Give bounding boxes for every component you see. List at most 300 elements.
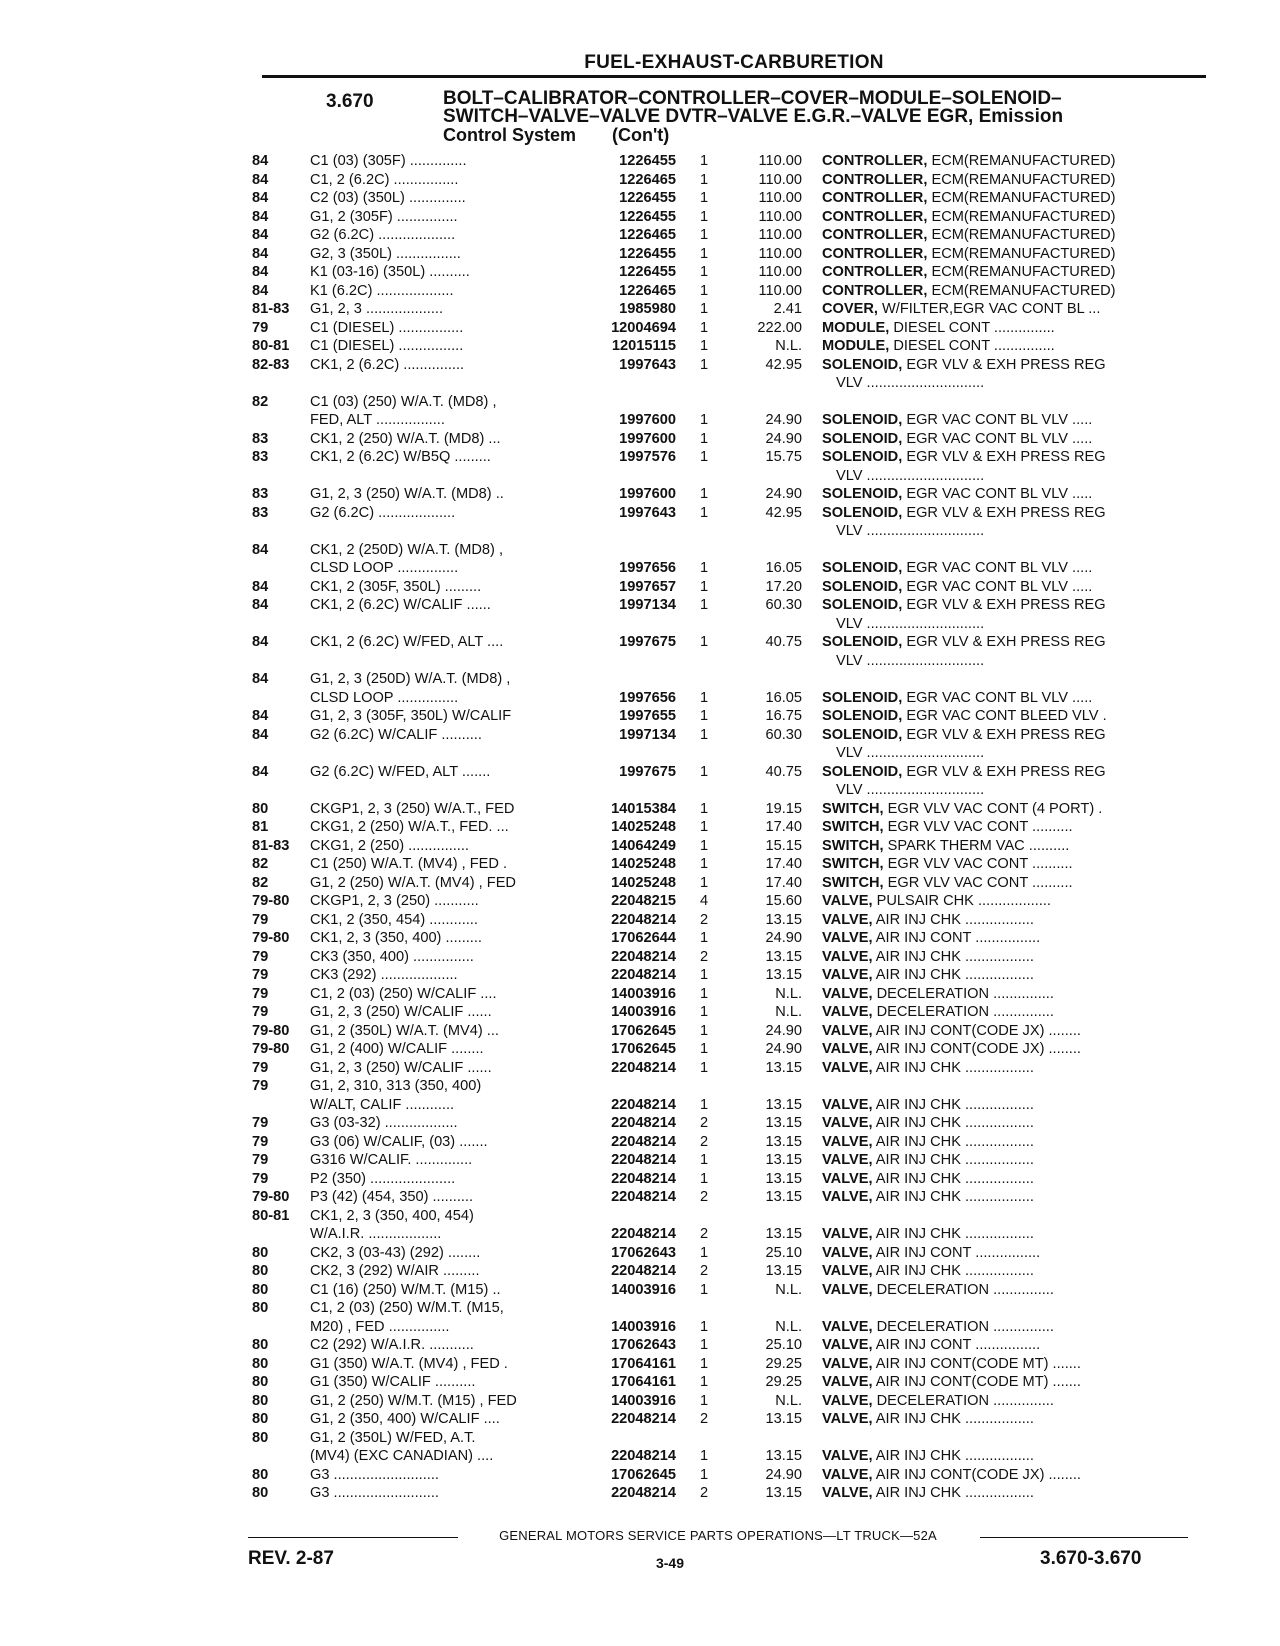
application-cell: G2 (6.2C) W/CALIF .......... bbox=[310, 726, 482, 743]
part-description: AIR INJ CHK ................. bbox=[872, 1263, 1034, 1279]
part-number-cell: 22048214 bbox=[611, 911, 676, 928]
description-cell bbox=[822, 855, 1182, 874]
section-title-line2: SWITCH–VALVE–VALVE DVTR–VALVE E.G.R.–VALVE EGR, Emission bbox=[443, 106, 1064, 127]
part-name: MODULE, bbox=[822, 319, 890, 336]
description-cell bbox=[822, 1410, 1182, 1429]
table-row bbox=[252, 1281, 1182, 1300]
part-name: SOLENOID, bbox=[822, 504, 903, 521]
part-description: AIR INJ CHK ................. bbox=[872, 1170, 1034, 1187]
price-cell: 13.15 bbox=[765, 1189, 802, 1205]
part-number-cell: 12015115 bbox=[611, 338, 676, 354]
part-description: AIR INJ CHK ................. bbox=[872, 1485, 1034, 1501]
part-description: AIR INJ CONT(CODE JX) ........ bbox=[872, 1041, 1081, 1057]
description-cell bbox=[822, 578, 1182, 597]
part-description: EGR VLV & EXH PRESS REG bbox=[902, 597, 1106, 613]
model-year-cell: 84 bbox=[252, 245, 269, 262]
part-description: EGR VAC CONT BL VLV ..... bbox=[902, 689, 1093, 706]
application-cell: K1 (03-16) (350L) .......... bbox=[310, 264, 470, 280]
price-cell: 110.00 bbox=[758, 264, 802, 280]
table-row bbox=[252, 337, 1182, 356]
application-cell: C1 (03) (305F) .............. bbox=[310, 153, 467, 169]
quantity-cell: 1 bbox=[699, 1170, 709, 1187]
application-cell: G3 .......................... bbox=[310, 1485, 439, 1501]
page-number: 3-49 bbox=[655, 1555, 685, 1571]
part-number-cell: 14025248 bbox=[611, 874, 676, 891]
quantity-cell: 1 bbox=[699, 1244, 709, 1261]
description-cell bbox=[822, 1281, 1182, 1300]
table-row bbox=[252, 707, 1182, 726]
part-name: SOLENOID, bbox=[822, 708, 903, 724]
model-year-cell: 79 bbox=[252, 1170, 269, 1187]
quantity-cell: 1 bbox=[699, 985, 709, 1002]
price-cell: 16.75 bbox=[765, 708, 802, 724]
model-year-cell: 84 bbox=[252, 726, 269, 743]
quantity-cell: 1 bbox=[699, 1355, 709, 1372]
part-name: CONTROLLER, bbox=[822, 282, 928, 299]
model-year-cell: 79-80 bbox=[252, 1189, 290, 1205]
description-cell bbox=[822, 596, 1182, 615]
part-number-cell: 22048214 bbox=[611, 1485, 676, 1501]
quantity-cell: 1 bbox=[699, 264, 709, 280]
application-cell: G1, 2 (250) W/M.T. (M15) , FED bbox=[310, 1392, 517, 1409]
part-description: AIR INJ CHK ................. bbox=[872, 1133, 1034, 1150]
description-cell bbox=[822, 1373, 1182, 1392]
description-cell bbox=[822, 966, 1182, 985]
part-number-cell: 1226455 bbox=[619, 153, 676, 169]
price-cell: N.L. bbox=[775, 1281, 802, 1298]
quantity-cell bbox=[682, 652, 726, 671]
table-row bbox=[252, 1484, 1182, 1503]
description-cell bbox=[822, 1262, 1182, 1281]
table-row bbox=[252, 467, 1182, 486]
model-year-cell: 79 bbox=[252, 1133, 269, 1150]
application-cell: G1 (350) W/A.T. (MV4) , FED . bbox=[310, 1355, 508, 1372]
part-number-cell: 22048214 bbox=[611, 1152, 676, 1168]
model-year-cell: 84 bbox=[252, 190, 269, 206]
quantity-cell: 1 bbox=[699, 1374, 709, 1390]
part-description: EGR VLV & EXH PRESS REG bbox=[902, 726, 1106, 743]
description-cell bbox=[822, 393, 1182, 412]
table-row bbox=[252, 504, 1182, 523]
model-year-cell: 79 bbox=[252, 985, 269, 1002]
part-number-cell: 1997643 bbox=[619, 504, 676, 521]
price-cell: 13.15 bbox=[765, 1170, 802, 1187]
section-title bbox=[443, 90, 1213, 144]
price-cell: 15.60 bbox=[765, 893, 802, 909]
quantity-cell: 1 bbox=[699, 1448, 709, 1464]
part-name: VALVE, bbox=[822, 1244, 873, 1261]
part-number-cell bbox=[584, 652, 682, 671]
application-cell: CK1, 2 (305F, 350L) ......... bbox=[310, 578, 482, 595]
part-name: VALVE, bbox=[822, 1263, 873, 1279]
table-row bbox=[252, 948, 1182, 967]
part-description: VLV ............................. bbox=[836, 615, 985, 632]
price-cell: 17.40 bbox=[765, 819, 802, 835]
model-year-cell: 79-80 bbox=[252, 1041, 290, 1057]
model-year-cell: 84 bbox=[252, 208, 269, 225]
quantity-cell bbox=[682, 1429, 726, 1448]
part-name: CONTROLLER, bbox=[822, 153, 928, 169]
description-cell bbox=[822, 874, 1182, 893]
part-description: EGR VLV VAC CONT (4 PORT) . bbox=[883, 800, 1103, 817]
table-row bbox=[252, 189, 1182, 208]
part-description: DIESEL CONT ............... bbox=[889, 338, 1055, 354]
description-cell bbox=[822, 1447, 1182, 1466]
price-cell bbox=[726, 670, 822, 689]
price-cell: 17.40 bbox=[765, 874, 802, 891]
part-name: VALVE, bbox=[822, 1392, 873, 1409]
quantity-cell bbox=[682, 1207, 726, 1226]
price-cell: 15.75 bbox=[765, 449, 802, 465]
application-cell: G1, 2, 3 (250D) W/A.T. (MD8) , bbox=[310, 671, 511, 687]
application-cell bbox=[310, 467, 584, 486]
table-row bbox=[252, 1466, 1182, 1485]
model-year-cell: 81-83 bbox=[252, 837, 290, 854]
model-year-cell bbox=[252, 652, 310, 671]
application-cell: P3 (42) (454, 350) .......... bbox=[310, 1189, 474, 1205]
price-cell: 42.95 bbox=[765, 356, 802, 373]
part-name: SOLENOID, bbox=[822, 356, 903, 373]
part-name: MODULE, bbox=[822, 338, 890, 354]
part-name: VALVE, bbox=[822, 1041, 873, 1057]
price-cell: 13.15 bbox=[765, 1485, 802, 1501]
part-number-cell: 1226455 bbox=[619, 264, 676, 280]
table-row bbox=[252, 1170, 1182, 1189]
table-row bbox=[252, 559, 1182, 578]
description-cell bbox=[822, 763, 1182, 782]
part-description: ECM(REMANUFACTURED) bbox=[927, 171, 1116, 188]
quantity-cell: 1 bbox=[699, 819, 709, 835]
model-year-cell bbox=[252, 411, 310, 430]
model-year-cell: 80 bbox=[252, 1485, 269, 1501]
quantity-cell: 1 bbox=[699, 245, 709, 262]
application-cell: G2, 3 (350L) ................ bbox=[310, 245, 461, 262]
price-cell: 24.90 bbox=[765, 930, 802, 946]
part-name: VALVE, bbox=[822, 1466, 873, 1483]
table-row bbox=[252, 763, 1182, 782]
part-number-cell bbox=[584, 541, 682, 560]
model-year-cell bbox=[252, 559, 310, 578]
part-number-cell: 14003916 bbox=[611, 985, 676, 1002]
table-row bbox=[252, 374, 1182, 393]
price-cell bbox=[726, 615, 822, 634]
part-name: VALVE, bbox=[822, 1022, 873, 1039]
application-cell bbox=[310, 615, 584, 634]
application-cell: CK2, 3 (292) W/AIR ......... bbox=[310, 1263, 480, 1279]
price-cell bbox=[726, 1299, 822, 1318]
model-year-cell: 83 bbox=[252, 504, 269, 521]
part-description: W/FILTER,EGR VAC CONT BL ... bbox=[877, 301, 1101, 317]
description-cell bbox=[822, 670, 1182, 689]
part-number-cell: 17064161 bbox=[611, 1374, 676, 1390]
description-cell bbox=[822, 319, 1182, 338]
part-name: VALVE, bbox=[822, 1152, 873, 1168]
description-cell bbox=[822, 356, 1182, 375]
table-row bbox=[252, 1133, 1182, 1152]
part-number-cell bbox=[584, 1207, 682, 1226]
part-name: SOLENOID, bbox=[822, 412, 903, 428]
part-description: VLV ............................. bbox=[836, 745, 985, 761]
application-cell: CK1, 2, 3 (350, 400) ......... bbox=[310, 930, 482, 946]
description-cell bbox=[822, 707, 1182, 726]
model-year-cell bbox=[252, 1096, 310, 1115]
application-cell: K1 (6.2C) ................... bbox=[310, 282, 454, 299]
price-cell: 29.25 bbox=[765, 1355, 802, 1372]
description-cell bbox=[822, 1151, 1182, 1170]
part-name: CONTROLLER, bbox=[822, 227, 928, 243]
quantity-cell: 2 bbox=[699, 1226, 709, 1242]
part-description: EGR VAC CONT BL VLV ..... bbox=[902, 412, 1093, 428]
part-description: VLV ............................. bbox=[836, 652, 985, 669]
application-cell: C1, 2 (6.2C) ................ bbox=[310, 171, 459, 188]
table-row bbox=[252, 818, 1182, 837]
quantity-cell: 1 bbox=[699, 634, 709, 650]
application-cell: (MV4) (EXC CANADIAN) .... bbox=[310, 1448, 494, 1464]
price-cell bbox=[726, 522, 822, 541]
part-number-cell: 14003916 bbox=[611, 1318, 676, 1335]
table-row bbox=[252, 985, 1182, 1004]
table-row bbox=[252, 152, 1182, 171]
model-year-cell: 79 bbox=[252, 1152, 269, 1168]
quantity-cell: 1 bbox=[699, 171, 709, 188]
part-name: SWITCH, bbox=[822, 800, 884, 817]
part-name: SOLENOID, bbox=[822, 689, 903, 706]
part-number-cell: 1997656 bbox=[619, 689, 676, 706]
quantity-cell: 1 bbox=[699, 227, 709, 243]
description-cell bbox=[822, 1466, 1182, 1485]
price-cell: 13.15 bbox=[765, 1411, 802, 1427]
part-description: PULSAIR CHK .................. bbox=[872, 893, 1051, 909]
description-cell bbox=[822, 929, 1182, 948]
section-title-line3-text: Control System bbox=[443, 125, 577, 145]
section-title-line3 bbox=[443, 126, 1213, 144]
section-title-line1: BOLT–CALIBRATOR–CONTROLLER–COVER–MODULE–SOLENOID– bbox=[443, 88, 1062, 109]
quantity-cell: 1 bbox=[699, 1041, 709, 1057]
table-row bbox=[252, 652, 1182, 671]
part-description: SPARK THERM VAC .......... bbox=[883, 837, 1070, 854]
description-cell bbox=[822, 282, 1182, 301]
application-cell: G1, 2 (305F) ............... bbox=[310, 208, 458, 225]
quantity-cell: 2 bbox=[699, 1263, 709, 1279]
quantity-cell: 1 bbox=[699, 763, 709, 780]
part-name: SOLENOID, bbox=[822, 430, 903, 447]
application-cell: C1 (250) W/A.T. (MV4) , FED . bbox=[310, 856, 508, 872]
part-name: SWITCH, bbox=[822, 837, 884, 854]
table-row bbox=[252, 1262, 1182, 1281]
part-description: EGR VLV & EXH PRESS REG bbox=[902, 356, 1106, 373]
part-number-cell: 1997600 bbox=[619, 486, 676, 502]
part-description: DECELERATION ............... bbox=[872, 985, 1054, 1002]
description-cell bbox=[822, 411, 1182, 430]
description-cell bbox=[822, 300, 1182, 319]
price-cell: 110.00 bbox=[758, 171, 802, 188]
price-cell bbox=[726, 374, 822, 393]
application-cell: P2 (350) ..................... bbox=[310, 1170, 456, 1187]
part-description: AIR INJ CHK ................. bbox=[872, 911, 1034, 928]
model-year-cell: 84 bbox=[252, 671, 269, 687]
description-cell bbox=[822, 1003, 1182, 1022]
part-number-cell: 14003916 bbox=[611, 1392, 676, 1409]
table-row bbox=[252, 1188, 1182, 1207]
price-cell bbox=[726, 541, 822, 560]
table-row bbox=[252, 1207, 1182, 1226]
table-row bbox=[252, 781, 1182, 800]
model-year-cell: 80 bbox=[252, 1244, 269, 1261]
quantity-cell: 1 bbox=[699, 208, 709, 225]
table-row bbox=[252, 837, 1182, 856]
price-cell: 13.15 bbox=[765, 1115, 802, 1131]
part-description: ECM(REMANUFACTURED) bbox=[927, 153, 1116, 169]
quantity-cell: 1 bbox=[699, 301, 709, 317]
part-number-cell: 12004694 bbox=[611, 319, 676, 336]
application-cell: G1, 2, 3 (250) W/CALIF ...... bbox=[310, 1004, 492, 1020]
model-year-cell: 80 bbox=[252, 1300, 269, 1316]
price-cell: 24.90 bbox=[765, 1041, 802, 1057]
quantity-cell: 1 bbox=[699, 967, 709, 983]
part-name: VALVE, bbox=[822, 1189, 873, 1205]
description-cell bbox=[822, 1077, 1182, 1096]
price-cell: 24.90 bbox=[765, 430, 802, 447]
part-number-cell: 1997675 bbox=[619, 634, 676, 650]
application-cell: C1, 2 (03) (250) W/CALIF .... bbox=[310, 985, 497, 1002]
table-row bbox=[252, 1336, 1182, 1355]
quantity-cell bbox=[682, 522, 726, 541]
application-cell: CK1, 2 (250D) W/A.T. (MD8) , bbox=[310, 541, 503, 558]
price-cell bbox=[726, 1207, 822, 1226]
model-year-cell: 82 bbox=[252, 874, 269, 891]
model-year-cell: 84 bbox=[252, 153, 269, 169]
description-cell bbox=[822, 1336, 1182, 1355]
description-cell bbox=[822, 1188, 1182, 1207]
part-number-cell: 17064161 bbox=[611, 1355, 676, 1372]
application-cell: C1, 2 (03) (250) W/M.T. (M15, bbox=[310, 1300, 504, 1316]
price-cell: 60.30 bbox=[765, 726, 802, 743]
description-cell bbox=[822, 911, 1182, 930]
price-cell: 110.00 bbox=[758, 227, 802, 243]
part-description: AIR INJ CONT(CODE MT) ....... bbox=[872, 1355, 1081, 1372]
price-cell: 13.15 bbox=[765, 1059, 802, 1076]
table-row bbox=[252, 485, 1182, 504]
quantity-cell bbox=[682, 1299, 726, 1318]
model-year-cell: 80 bbox=[252, 800, 269, 817]
price-cell: 13.15 bbox=[765, 1152, 802, 1168]
quantity-cell bbox=[682, 467, 726, 486]
price-cell: 110.00 bbox=[758, 208, 802, 225]
quantity-cell: 1 bbox=[699, 356, 709, 373]
description-cell bbox=[822, 837, 1182, 856]
table-row bbox=[252, 633, 1182, 652]
application-cell: CK3 (350, 400) ............... bbox=[310, 948, 474, 965]
price-cell: 60.30 bbox=[765, 597, 802, 613]
price-cell bbox=[726, 1077, 822, 1096]
description-cell bbox=[822, 337, 1182, 356]
price-cell bbox=[726, 744, 822, 763]
part-name: VALVE, bbox=[822, 1004, 873, 1020]
part-name: SWITCH, bbox=[822, 874, 884, 891]
description-cell bbox=[822, 652, 1182, 671]
price-cell: 13.15 bbox=[765, 1448, 802, 1464]
part-number-cell: 17062643 bbox=[611, 1244, 676, 1261]
application-cell: G1, 2, 3 (305F, 350L) W/CALIF bbox=[310, 708, 512, 724]
application-cell: G3 (06) W/CALIF, (03) ....... bbox=[310, 1133, 488, 1150]
application-cell: C1 (16) (250) W/M.T. (M15) .. bbox=[310, 1281, 501, 1298]
model-year-cell: 80 bbox=[252, 1337, 269, 1353]
description-cell bbox=[822, 800, 1182, 819]
part-description: ECM(REMANUFACTURED) bbox=[927, 264, 1116, 280]
model-year-cell: 79 bbox=[252, 1115, 269, 1131]
table-row bbox=[252, 263, 1182, 282]
part-number-cell: 22048214 bbox=[611, 1226, 676, 1242]
table-row bbox=[252, 1410, 1182, 1429]
section-range: 3.670-3.670 bbox=[1040, 1548, 1142, 1569]
part-name: VALVE, bbox=[822, 985, 873, 1002]
model-year-cell: 80-81 bbox=[252, 1207, 290, 1224]
application-cell: CLSD LOOP ............... bbox=[310, 560, 459, 576]
model-year-cell: 79 bbox=[252, 967, 269, 983]
price-cell: 13.15 bbox=[765, 948, 802, 965]
model-year-cell bbox=[252, 467, 310, 486]
application-cell: W/ALT, CALIF ............ bbox=[310, 1096, 455, 1113]
part-name: SWITCH, bbox=[822, 819, 884, 835]
part-number-cell: 22048214 bbox=[611, 1189, 676, 1205]
model-year-cell: 84 bbox=[252, 227, 269, 243]
quantity-cell: 2 bbox=[699, 948, 709, 965]
part-name: VALVE, bbox=[822, 1485, 873, 1501]
footer-rule-right bbox=[980, 1537, 1188, 1538]
part-number-cell bbox=[584, 615, 682, 634]
footer-center-text: GENERAL MOTORS SERVICE PARTS OPERATIONS—LT TRUCK—52A bbox=[499, 1528, 937, 1543]
quantity-cell: 1 bbox=[699, 1318, 709, 1335]
application-cell: C1 (DIESEL) ................ bbox=[310, 338, 464, 354]
description-cell bbox=[822, 1207, 1182, 1226]
quantity-cell: 1 bbox=[699, 486, 709, 502]
model-year-cell: 79 bbox=[252, 948, 269, 965]
table-row bbox=[252, 356, 1182, 375]
table-row bbox=[252, 245, 1182, 264]
price-cell bbox=[726, 1429, 822, 1448]
table-row bbox=[252, 578, 1182, 597]
part-number-cell: 1226455 bbox=[619, 245, 676, 262]
application-cell: CKGP1, 2, 3 (250) ........... bbox=[310, 893, 479, 909]
table-row bbox=[252, 393, 1182, 412]
application-cell bbox=[310, 744, 584, 763]
price-cell: 222.00 bbox=[757, 319, 802, 336]
part-description: AIR INJ CONT(CODE JX) ........ bbox=[872, 1022, 1081, 1039]
description-cell bbox=[822, 633, 1182, 652]
description-cell bbox=[822, 1355, 1182, 1374]
model-year-cell: 79 bbox=[252, 1078, 269, 1094]
part-number-cell: 1997657 bbox=[619, 578, 676, 595]
parts-table-body bbox=[252, 152, 1182, 1503]
table-row bbox=[252, 874, 1182, 893]
quantity-cell: 1 bbox=[699, 1466, 709, 1483]
part-description: AIR INJ CONT(CODE MT) ....... bbox=[872, 1374, 1081, 1390]
quantity-cell: 1 bbox=[699, 689, 709, 706]
part-description: VLV ............................. bbox=[836, 782, 985, 798]
revision-label: REV. 2-87 bbox=[248, 1548, 334, 1569]
price-cell: 13.15 bbox=[765, 1263, 802, 1279]
part-name: VALVE, bbox=[822, 967, 873, 983]
part-description: AIR INJ CHK ................. bbox=[872, 1448, 1034, 1464]
part-name: VALVE, bbox=[822, 930, 873, 946]
price-cell: 110.00 bbox=[758, 245, 802, 262]
quantity-cell: 1 bbox=[699, 578, 709, 595]
quantity-cell: 1 bbox=[699, 930, 709, 946]
part-name: VALVE, bbox=[822, 1355, 873, 1372]
application-cell: M20) , FED ............... bbox=[310, 1318, 450, 1335]
quantity-cell bbox=[682, 393, 726, 412]
model-year-cell: 84 bbox=[252, 708, 269, 724]
